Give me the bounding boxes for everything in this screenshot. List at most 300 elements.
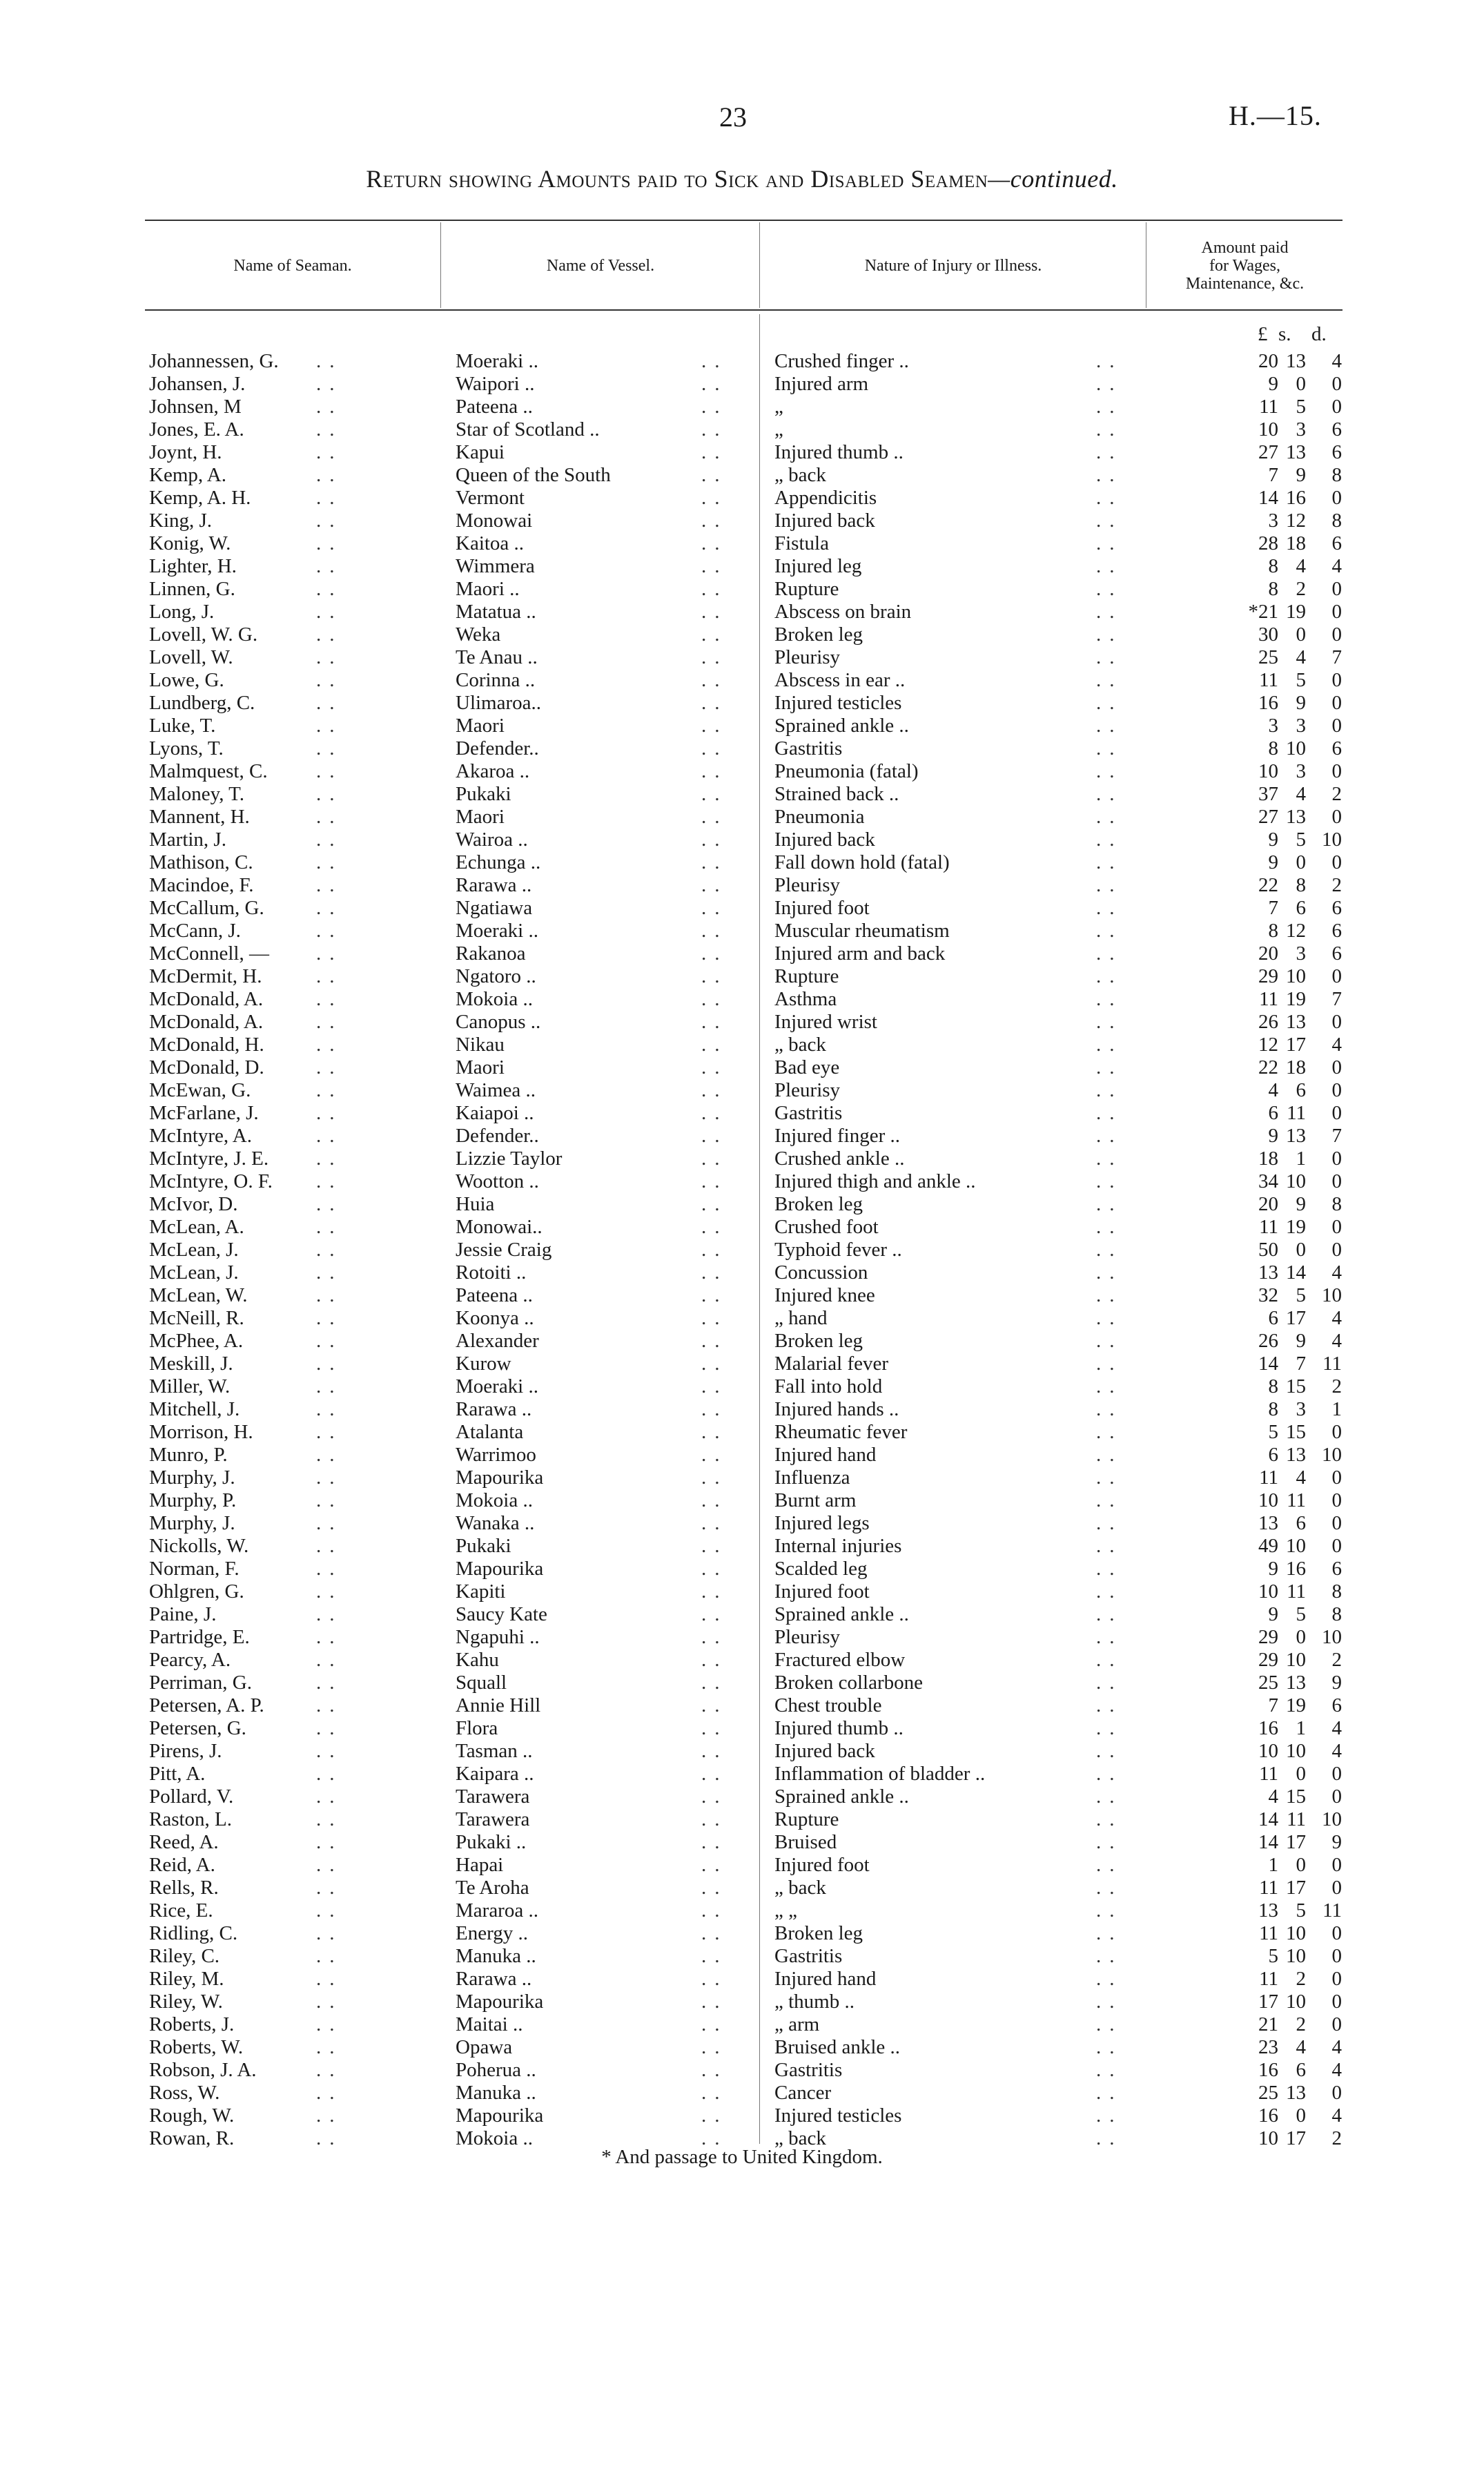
leader-dots: .. [1096, 1922, 1123, 1944]
amount-shillings: 17 [1286, 1877, 1306, 1899]
amount-shillings: 4 [1296, 2036, 1306, 2058]
leader-dots: .. [1096, 1535, 1123, 1557]
vessel-name: Maori .. [456, 578, 520, 600]
amount-pence: 0 [1331, 1079, 1342, 1101]
amount-shillings: 6 [1296, 2059, 1306, 2081]
amount-pounds: 6 [1268, 1307, 1278, 1329]
injury-description: Rupture [774, 965, 839, 987]
leader-dots: .. [701, 1877, 728, 1899]
leader-dots: .. [1096, 1467, 1123, 1489]
amount-pence: 10 [1322, 1626, 1342, 1648]
amount-pounds: 12 [1258, 1034, 1278, 1056]
seaman-name: Pitt, A. [149, 1763, 206, 1785]
seaman-name: Kemp, A. [149, 464, 226, 486]
leader-dots: .. [1096, 715, 1123, 737]
injury-description: Pleurisy [774, 874, 841, 896]
injury-description: Gastritis [774, 2059, 843, 2081]
amount-pence: 2 [1331, 783, 1342, 805]
leader-dots: .. [316, 1717, 343, 1739]
leader-dots: .. [1096, 874, 1123, 896]
leader-dots: .. [316, 1649, 343, 1671]
leader-dots: .. [701, 623, 728, 646]
amount-shillings: 14 [1286, 1261, 1306, 1284]
leader-dots: .. [701, 1786, 728, 1808]
seaman-name: McFarlane, J. [149, 1102, 259, 1124]
amount-pence: 4 [1331, 2059, 1342, 2081]
amount-pence: 0 [1331, 1467, 1342, 1489]
amount-pence: 0 [1331, 1512, 1342, 1534]
leader-dots: .. [316, 510, 343, 532]
leader-dots: .. [316, 874, 343, 896]
vessel-name: Warrimoo [456, 1444, 536, 1466]
amount-shillings: 10 [1286, 1170, 1306, 1192]
amount-shillings: 13 [1286, 806, 1306, 828]
leader-dots: .. [316, 783, 343, 805]
vessel-name: Pukaki .. [456, 1831, 527, 1853]
amount-pounds: 8 [1268, 920, 1278, 942]
vessel-name: Pukaki [456, 1535, 511, 1557]
leader-dots: .. [701, 1672, 728, 1694]
amount-shillings: 2 [1296, 578, 1306, 600]
amount-pence: 0 [1331, 1763, 1342, 1785]
leader-dots: .. [1096, 1239, 1123, 1261]
table-row [0, 1444, 1484, 1467]
amount-pence: 6 [1331, 532, 1342, 554]
amount-pounds: 16 [1258, 2059, 1278, 2081]
leader-dots: .. [316, 578, 343, 600]
amount-shillings: 0 [1296, 1854, 1306, 1876]
leader-dots: .. [701, 1330, 728, 1352]
leader-dots: .. [701, 1489, 728, 1511]
leader-dots: .. [1096, 441, 1123, 463]
leader-dots: .. [1096, 1125, 1123, 1147]
amount-pounds: 11 [1259, 396, 1278, 418]
leader-dots: .. [316, 965, 343, 987]
leader-dots: .. [316, 1102, 343, 1124]
seaman-name: McDonald, H. [149, 1034, 264, 1056]
amount-shillings: 3 [1296, 760, 1306, 782]
leader-dots: .. [1096, 1011, 1123, 1033]
table-row [0, 373, 1484, 396]
leader-dots: .. [1096, 1079, 1123, 1101]
table-row [0, 806, 1484, 829]
seaman-name: Martin, J. [149, 829, 226, 851]
injury-description: Injured testicles [774, 692, 902, 714]
leader-dots: .. [316, 920, 343, 942]
injury-description: Abscess on brain [774, 601, 912, 623]
leader-dots: .. [701, 396, 728, 418]
amount-pounds: 6 [1268, 1102, 1278, 1124]
leader-dots: .. [701, 942, 728, 965]
vessel-name: Star of Scotland .. [456, 418, 600, 441]
unit-pence: d. [1311, 323, 1327, 345]
leader-dots: .. [316, 988, 343, 1010]
amount-shillings: 16 [1286, 487, 1306, 509]
amount-pence: 0 [1331, 760, 1342, 782]
leader-dots: .. [1096, 510, 1123, 532]
leader-dots: .. [701, 851, 728, 873]
leader-dots: .. [1096, 965, 1123, 987]
seaman-name: Lyons, T. [149, 737, 224, 759]
leader-dots: .. [316, 1034, 343, 1056]
amount-pence: 0 [1331, 1877, 1342, 1899]
vessel-name: Pukaki [456, 783, 511, 805]
vessel-name: Te Anau .. [456, 646, 538, 668]
leader-dots: .. [1096, 487, 1123, 509]
vessel-name: Mapourika [456, 2104, 544, 2127]
seaman-name: Johansen, J. [149, 373, 246, 395]
leader-dots: .. [316, 1467, 343, 1489]
vessel-name: Defender.. [456, 1125, 539, 1147]
amount-shillings: 19 [1286, 1216, 1306, 1238]
seaman-name: Rice, E. [149, 1899, 213, 1922]
leader-dots: .. [701, 1922, 728, 1944]
amount-pence: 10 [1322, 1808, 1342, 1830]
leader-dots: .. [316, 601, 343, 623]
leader-dots: .. [701, 1444, 728, 1466]
leader-dots: .. [1096, 1899, 1123, 1922]
amount-pounds: 20 [1258, 1193, 1278, 1215]
table-row [0, 1056, 1484, 1079]
amount-pence: 8 [1331, 1193, 1342, 1215]
leader-dots: .. [316, 942, 343, 965]
injury-description: Injured foot [774, 1854, 870, 1876]
leader-dots: .. [701, 2127, 728, 2149]
amount-shillings: 10 [1286, 1535, 1306, 1557]
injury-description: „ thumb .. [774, 1991, 855, 2013]
leader-dots: .. [1096, 1261, 1123, 1284]
amount-shillings: 10 [1286, 1945, 1306, 1967]
vessel-name: Energy .. [456, 1922, 528, 1944]
vessel-name: Wanaka .. [456, 1512, 535, 1534]
table-row [0, 1284, 1484, 1307]
amount-shillings: 9 [1296, 1330, 1306, 1352]
leader-dots: .. [316, 2127, 343, 2149]
seaman-name: Meskill, J. [149, 1353, 233, 1375]
seaman-name: Miller, W. [149, 1375, 231, 1397]
leader-dots: .. [316, 1148, 343, 1170]
table-row [0, 1580, 1484, 1603]
leader-dots: .. [701, 1580, 728, 1603]
vessel-name: Huia [456, 1193, 495, 1215]
title-main: Return showing Amounts paid to Sick and Disabled Seamen [366, 165, 988, 193]
leader-dots: .. [316, 1512, 343, 1534]
seaman-name: Maloney, T. [149, 783, 244, 805]
amount-pounds: 13 [1258, 1512, 1278, 1534]
leader-dots: .. [1096, 1854, 1123, 1876]
table-row [0, 510, 1484, 532]
amount-pounds: 29 [1258, 965, 1278, 987]
column-divider-name [440, 222, 441, 308]
leader-dots: .. [316, 1216, 343, 1238]
leader-dots: .. [1096, 1717, 1123, 1739]
seaman-name: McPhee, A. [149, 1330, 244, 1352]
leader-dots: .. [1096, 1375, 1123, 1397]
amount-shillings: 13 [1286, 1672, 1306, 1694]
leader-dots: .. [316, 1580, 343, 1603]
leader-dots: .. [1096, 1034, 1123, 1056]
amount-shillings: 17 [1286, 1307, 1306, 1329]
vessel-name: Maori [456, 1056, 505, 1078]
leader-dots: .. [1096, 1580, 1123, 1603]
leader-dots: .. [701, 1558, 728, 1580]
seaman-name: Roberts, W. [149, 2036, 244, 2058]
amount-pounds: 14 [1258, 1808, 1278, 1830]
leader-dots: .. [1096, 1603, 1123, 1625]
header-amount-paid [1147, 228, 1343, 304]
table-row [0, 487, 1484, 510]
injury-description: Pleurisy [774, 646, 841, 668]
amount-pence: 4 [1331, 350, 1342, 372]
amount-pence: 0 [1331, 1216, 1342, 1238]
amount-shillings: 0 [1296, 1239, 1306, 1261]
leader-dots: .. [701, 1968, 728, 1990]
injury-description: Cancer [774, 2082, 832, 2104]
seaman-name: Petersen, A. P. [149, 1694, 264, 1716]
injury-description: Fistula [774, 532, 829, 554]
vessel-name: Wootton .. [456, 1170, 539, 1192]
amount-pounds: 20 [1258, 350, 1278, 372]
leader-dots: .. [701, 669, 728, 691]
injury-description: Crushed foot [774, 1216, 879, 1238]
amount-pounds: 10 [1258, 1740, 1278, 1762]
vessel-name: Rarawa .. [456, 1398, 532, 1420]
table-row [0, 1854, 1484, 1877]
header-amount-line-2: for Wages, [1209, 257, 1280, 275]
amount-pounds: *21 [1248, 601, 1278, 623]
amount-shillings: 12 [1286, 920, 1306, 942]
leader-dots: .. [701, 510, 728, 532]
vessel-name: Akaroa .. [456, 760, 530, 782]
leader-dots: .. [1096, 350, 1123, 372]
leader-dots: .. [316, 1353, 343, 1375]
seaman-name: McCann, J. [149, 920, 241, 942]
injury-description: „ back [774, 1877, 826, 1899]
vessel-name: Queen of the South [456, 464, 611, 486]
injury-description: Injured leg [774, 555, 862, 577]
vessel-name: Kurow [456, 1353, 511, 1375]
amount-pounds: 18 [1258, 1148, 1278, 1170]
leader-dots: .. [316, 1694, 343, 1716]
seaman-name: McLean, A. [149, 1216, 244, 1238]
amount-pounds: 8 [1268, 578, 1278, 600]
leader-dots: .. [1096, 737, 1123, 759]
leader-dots: .. [701, 1899, 728, 1922]
leader-dots: .. [701, 350, 728, 372]
seaman-name: Mathison, C. [149, 851, 253, 873]
amount-pounds: 30 [1258, 623, 1278, 646]
leader-dots: .. [316, 2013, 343, 2035]
leader-dots: .. [1096, 623, 1123, 646]
leader-dots: .. [316, 623, 343, 646]
seaman-name: Roberts, J. [149, 2013, 235, 2035]
leader-dots: .. [1096, 1398, 1123, 1420]
leader-dots: .. [1096, 2127, 1123, 2149]
leader-dots: .. [316, 1626, 343, 1648]
vessel-name: Ngatiawa [456, 897, 533, 919]
amount-shillings: 0 [1296, 1626, 1306, 1648]
seaman-name: Konig, W. [149, 532, 231, 554]
leader-dots: .. [701, 1148, 728, 1170]
seaman-name: Rells, R. [149, 1877, 219, 1899]
header-top-rule [145, 220, 1343, 221]
amount-shillings: 8 [1296, 874, 1306, 896]
leader-dots: .. [701, 1102, 728, 1124]
injury-description: „ back [774, 1034, 826, 1056]
leader-dots: .. [701, 1421, 728, 1443]
vessel-name: Poherua .. [456, 2059, 536, 2081]
seaman-name: Reid, A. [149, 1854, 215, 1876]
table-row [0, 1626, 1484, 1649]
injury-description: Broken leg [774, 1922, 863, 1944]
injury-description: Bruised [774, 1831, 837, 1853]
leader-dots: .. [701, 2082, 728, 2104]
leader-dots: .. [316, 669, 343, 691]
leader-dots: .. [701, 373, 728, 395]
seaman-name: Kemp, A. H. [149, 487, 251, 509]
leader-dots: .. [1096, 942, 1123, 965]
amount-pence: 9 [1331, 1831, 1342, 1853]
amount-shillings: 10 [1286, 1922, 1306, 1944]
injury-description: Rupture [774, 1808, 839, 1830]
seaman-name: Lundberg, C. [149, 692, 255, 714]
injury-description: Injured arm and back [774, 942, 946, 965]
table-row [0, 1398, 1484, 1421]
leader-dots: .. [701, 441, 728, 463]
amount-shillings: 5 [1296, 1603, 1306, 1625]
leader-dots: .. [1096, 1421, 1123, 1443]
leader-dots: .. [316, 350, 343, 372]
amount-pence: 4 [1331, 555, 1342, 577]
leader-dots: .. [701, 1467, 728, 1489]
seaman-name: Riley, M. [149, 1968, 224, 1990]
table-row [0, 2059, 1484, 2082]
seaman-name: McLean, J. [149, 1261, 239, 1284]
amount-pounds: 16 [1258, 2104, 1278, 2127]
vessel-name: Tasman .. [456, 1740, 533, 1762]
seaman-name: McIvor, D. [149, 1193, 238, 1215]
seaman-name: Lighter, H. [149, 555, 237, 577]
seaman-name: Joynt, H. [149, 441, 222, 463]
seaman-name: Paine, J. [149, 1603, 217, 1625]
amount-pence: 1 [1331, 1398, 1342, 1420]
vessel-name: Weka [456, 623, 501, 646]
table-row [0, 920, 1484, 942]
amount-pence: 0 [1331, 1991, 1342, 2013]
table-row [0, 1216, 1484, 1239]
amount-pence: 0 [1331, 1945, 1342, 1967]
injury-description: „ back [774, 2127, 826, 2149]
leader-dots: .. [316, 851, 343, 873]
leader-dots: .. [701, 1307, 728, 1329]
amount-pounds: 14 [1258, 1831, 1278, 1853]
leader-dots: .. [701, 1831, 728, 1853]
amount-shillings: 13 [1286, 1444, 1306, 1466]
leader-dots: .. [1096, 396, 1123, 418]
leader-dots: .. [316, 464, 343, 486]
amount-shillings: 17 [1286, 1831, 1306, 1853]
vessel-name: Waipori .. [456, 373, 535, 395]
seaman-name: Long, J. [149, 601, 215, 623]
table-row [0, 1899, 1484, 1922]
vessel-name: Mapourika [456, 1558, 544, 1580]
leader-dots: .. [701, 2104, 728, 2127]
injury-description: Sprained ankle .. [774, 1603, 909, 1625]
leader-dots: .. [701, 1717, 728, 1739]
injury-description: „ [774, 396, 783, 418]
seaman-name: McIntyre, O. F. [149, 1170, 273, 1192]
leader-dots: .. [701, 487, 728, 509]
vessel-name: Kahu [456, 1649, 499, 1671]
seaman-name: Morrison, H. [149, 1421, 253, 1443]
amount-pounds: 7 [1268, 897, 1278, 919]
table-row [0, 1694, 1484, 1717]
amount-shillings: 4 [1296, 783, 1306, 805]
injury-description: Injured foot [774, 1580, 870, 1603]
leader-dots: .. [1096, 1763, 1123, 1785]
amount-pounds: 28 [1258, 532, 1278, 554]
amount-pence: 0 [1331, 396, 1342, 418]
leader-dots: .. [701, 1284, 728, 1306]
amount-pounds: 11 [1259, 1467, 1278, 1489]
amount-shillings: 3 [1296, 418, 1306, 441]
table-row [0, 1991, 1484, 2013]
leader-dots: .. [316, 1808, 343, 1830]
amount-shillings: 3 [1296, 715, 1306, 737]
amount-pounds: 32 [1258, 1284, 1278, 1306]
table-row [0, 829, 1484, 851]
leader-dots: .. [1096, 1512, 1123, 1534]
amount-shillings: 11 [1287, 1808, 1306, 1830]
leader-dots: .. [316, 829, 343, 851]
amount-pounds: 20 [1258, 942, 1278, 965]
leader-dots: .. [316, 737, 343, 759]
seaman-name: McDonald, D. [149, 1056, 264, 1078]
amount-pence: 0 [1331, 1535, 1342, 1557]
seaman-name: Perriman, G. [149, 1672, 252, 1694]
amount-pounds: 10 [1258, 418, 1278, 441]
leader-dots: .. [701, 1353, 728, 1375]
vessel-name: Vermont [456, 487, 525, 509]
injury-description: Gastritis [774, 1102, 843, 1124]
leader-dots: .. [1096, 1991, 1123, 2013]
leader-dots: .. [1096, 1968, 1123, 1990]
leader-dots: .. [316, 1193, 343, 1215]
injury-description: Burnt arm [774, 1489, 857, 1511]
table-title [0, 164, 1484, 193]
amount-shillings: 4 [1296, 646, 1306, 668]
table-row [0, 1717, 1484, 1740]
injury-description: Injured back [774, 829, 875, 851]
amount-pounds: 8 [1268, 555, 1278, 577]
page-number: 23 [719, 101, 747, 133]
table-row [0, 464, 1484, 487]
leader-dots: .. [1096, 1740, 1123, 1762]
leader-dots: .. [316, 897, 343, 919]
amount-pence: 0 [1331, 2013, 1342, 2035]
amount-pence: 6 [1331, 897, 1342, 919]
leader-dots: .. [1096, 1649, 1123, 1671]
injury-description: Injured hand [774, 1444, 877, 1466]
seaman-name: McEwan, G. [149, 1079, 251, 1101]
leader-dots: .. [1096, 1148, 1123, 1170]
amount-pounds: 11 [1259, 988, 1278, 1010]
seaman-name: McConnell, — [149, 942, 269, 965]
table-row [0, 1148, 1484, 1170]
seaman-name: McIntyre, A. [149, 1125, 252, 1147]
injury-description: Injured wrist [774, 1011, 877, 1033]
amount-pence: 0 [1331, 1170, 1342, 1192]
